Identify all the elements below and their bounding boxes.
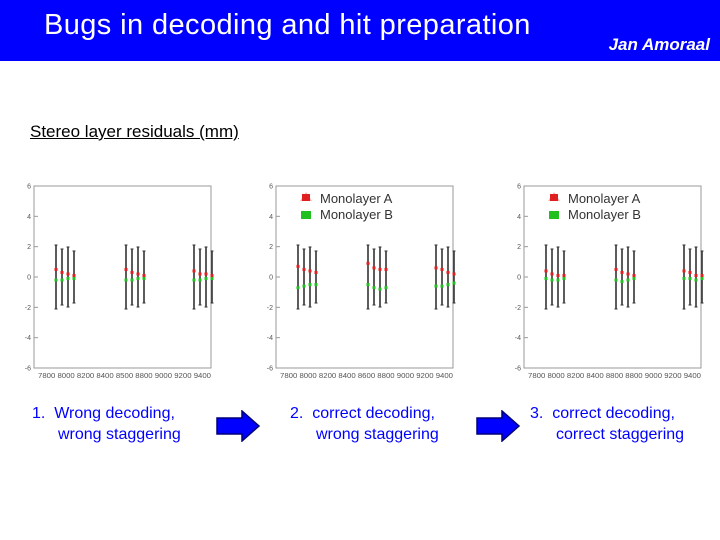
- x-tick-labels: 7800 8000 8200 8400 8600 8800 9000 9200 9400: [280, 373, 454, 380]
- point-monolayer-a: [137, 272, 140, 275]
- point-monolayer-a: [67, 272, 70, 275]
- point-monolayer-a: [309, 269, 312, 272]
- y-tick-label: 6: [27, 183, 31, 191]
- x-tick-labels: 7800 8000 8200 8400 8800 8800 9000 9200 9400: [528, 373, 702, 380]
- y-tick-label: 4: [269, 213, 273, 221]
- legend-label-b: Monolayer B: [568, 207, 641, 222]
- point-monolayer-a: [441, 268, 444, 271]
- point-monolayer-b: [315, 283, 318, 286]
- y-tick-label: -4: [266, 335, 273, 343]
- y-tick-label: -4: [24, 335, 31, 343]
- residual-plot-2: [260, 180, 460, 385]
- point-monolayer-b: [683, 277, 686, 280]
- point-monolayer-a: [61, 271, 64, 274]
- x-tick-labels: 7800 8000 8200 8400 8500 8800 9000 9200 9400: [38, 373, 212, 380]
- point-monolayer-b: [199, 279, 202, 282]
- point-monolayer-a: [435, 266, 438, 269]
- y-tick-label: -2: [514, 304, 521, 312]
- point-monolayer-b: [545, 277, 548, 280]
- y-tick-label: -2: [266, 304, 273, 312]
- y-tick-label: 6: [269, 183, 273, 191]
- point-monolayer-b: [125, 279, 128, 282]
- point-monolayer-a: [315, 271, 318, 274]
- point-monolayer-b: [563, 277, 566, 280]
- point-monolayer-b: [373, 286, 376, 289]
- y-tick-label: -6: [24, 365, 31, 373]
- caption-text-line1: Wrong decoding,: [54, 405, 175, 422]
- point-monolayer-a: [205, 272, 208, 275]
- author-name: Jan Amoraal: [608, 35, 710, 54]
- point-monolayer-b: [453, 282, 456, 285]
- point-monolayer-b: [627, 279, 630, 282]
- point-monolayer-b: [615, 279, 618, 282]
- point-monolayer-b: [205, 277, 208, 280]
- caption-number: 3.: [530, 405, 544, 422]
- caption-number: 1.: [32, 405, 46, 422]
- point-monolayer-a: [367, 262, 370, 265]
- point-monolayer-b: [137, 277, 140, 280]
- point-monolayer-a: [695, 274, 698, 277]
- title-bar: [0, 0, 720, 61]
- point-monolayer-b: [55, 279, 58, 282]
- point-monolayer-a: [73, 274, 76, 277]
- y-tick-label: 4: [27, 213, 31, 221]
- legend-label-a: Monolayer A: [320, 191, 393, 206]
- point-monolayer-a: [303, 268, 306, 271]
- y-tick-label: -2: [24, 304, 31, 312]
- slide-title: Bugs in decoding and hit preparation: [44, 9, 531, 41]
- point-monolayer-a: [385, 268, 388, 271]
- caption-1: [32, 403, 181, 445]
- y-tick-label: 2: [27, 244, 31, 252]
- point-monolayer-b: [689, 277, 692, 280]
- arrow-right-icon: [216, 410, 260, 442]
- point-monolayer-b: [435, 285, 438, 288]
- caption-text-line1: correct decoding,: [552, 405, 675, 422]
- y-tick-label: -6: [514, 365, 521, 373]
- point-monolayer-a: [563, 274, 566, 277]
- point-monolayer-a: [701, 274, 704, 277]
- point-monolayer-b: [303, 285, 306, 288]
- point-monolayer-b: [67, 277, 70, 280]
- caption-text-line2: wrong staggering: [58, 426, 181, 443]
- point-monolayer-a: [131, 271, 134, 274]
- caption-2: [290, 403, 439, 445]
- y-tick-label: 6: [517, 183, 521, 191]
- y-tick-label: -4: [514, 335, 521, 343]
- y-tick-label: 4: [517, 213, 521, 221]
- point-monolayer-a: [211, 274, 214, 277]
- y-tick-label: 2: [517, 244, 521, 252]
- point-monolayer-b: [131, 279, 134, 282]
- point-monolayer-b: [695, 279, 698, 282]
- section-label: Stereo layer residuals (mm): [30, 122, 239, 141]
- point-monolayer-a: [453, 272, 456, 275]
- point-monolayer-b: [441, 285, 444, 288]
- point-monolayer-b: [701, 277, 704, 280]
- point-monolayer-b: [633, 277, 636, 280]
- point-monolayer-b: [61, 279, 64, 282]
- point-monolayer-b: [447, 283, 450, 286]
- point-monolayer-a: [627, 272, 630, 275]
- arrow-right-icon: [476, 410, 520, 442]
- y-tick-label: 2: [269, 244, 273, 252]
- point-monolayer-b: [143, 277, 146, 280]
- point-monolayer-b: [73, 277, 76, 280]
- caption-text-line2: wrong staggering: [316, 426, 439, 443]
- caption-text-line1: correct decoding,: [312, 405, 435, 422]
- legend-marker-b: [301, 211, 311, 219]
- point-monolayer-a: [447, 271, 450, 274]
- residual-plot-3: [508, 180, 708, 385]
- point-monolayer-a: [545, 269, 548, 272]
- point-monolayer-a: [633, 274, 636, 277]
- point-monolayer-a: [557, 274, 560, 277]
- point-monolayer-b: [379, 288, 382, 291]
- point-monolayer-a: [621, 271, 624, 274]
- legend-marker-a: [302, 194, 310, 201]
- point-monolayer-a: [125, 268, 128, 271]
- legend-label-a: Monolayer A: [568, 191, 641, 206]
- point-monolayer-a: [689, 271, 692, 274]
- point-monolayer-a: [297, 265, 300, 268]
- y-tick-label: 0: [517, 274, 521, 282]
- legend-marker-a: [550, 194, 558, 201]
- point-monolayer-a: [615, 268, 618, 271]
- legend-label-b: Monolayer B: [320, 207, 393, 222]
- point-monolayer-b: [557, 279, 560, 282]
- point-monolayer-b: [385, 286, 388, 289]
- point-monolayer-b: [297, 286, 300, 289]
- point-monolayer-b: [211, 277, 214, 280]
- point-monolayer-a: [143, 274, 146, 277]
- caption-text-line2: correct staggering: [556, 426, 685, 443]
- point-monolayer-a: [199, 272, 202, 275]
- point-monolayer-a: [55, 268, 58, 271]
- plot-frame: [34, 186, 211, 368]
- point-monolayer-a: [193, 269, 196, 272]
- point-monolayer-b: [551, 279, 554, 282]
- point-monolayer-b: [621, 280, 624, 283]
- point-monolayer-a: [683, 269, 686, 272]
- point-monolayer-b: [193, 279, 196, 282]
- y-tick-label: 0: [27, 274, 31, 282]
- y-tick-label: 0: [269, 274, 273, 282]
- point-monolayer-a: [373, 266, 376, 269]
- point-monolayer-a: [379, 268, 382, 271]
- point-monolayer-a: [551, 272, 554, 275]
- point-monolayer-b: [367, 283, 370, 286]
- y-tick-label: -6: [266, 365, 273, 373]
- point-monolayer-b: [309, 283, 312, 286]
- caption-3: [530, 403, 684, 445]
- legend-marker-b: [549, 211, 559, 219]
- caption-number: 2.: [290, 405, 304, 422]
- residual-plot-1: [18, 180, 218, 385]
